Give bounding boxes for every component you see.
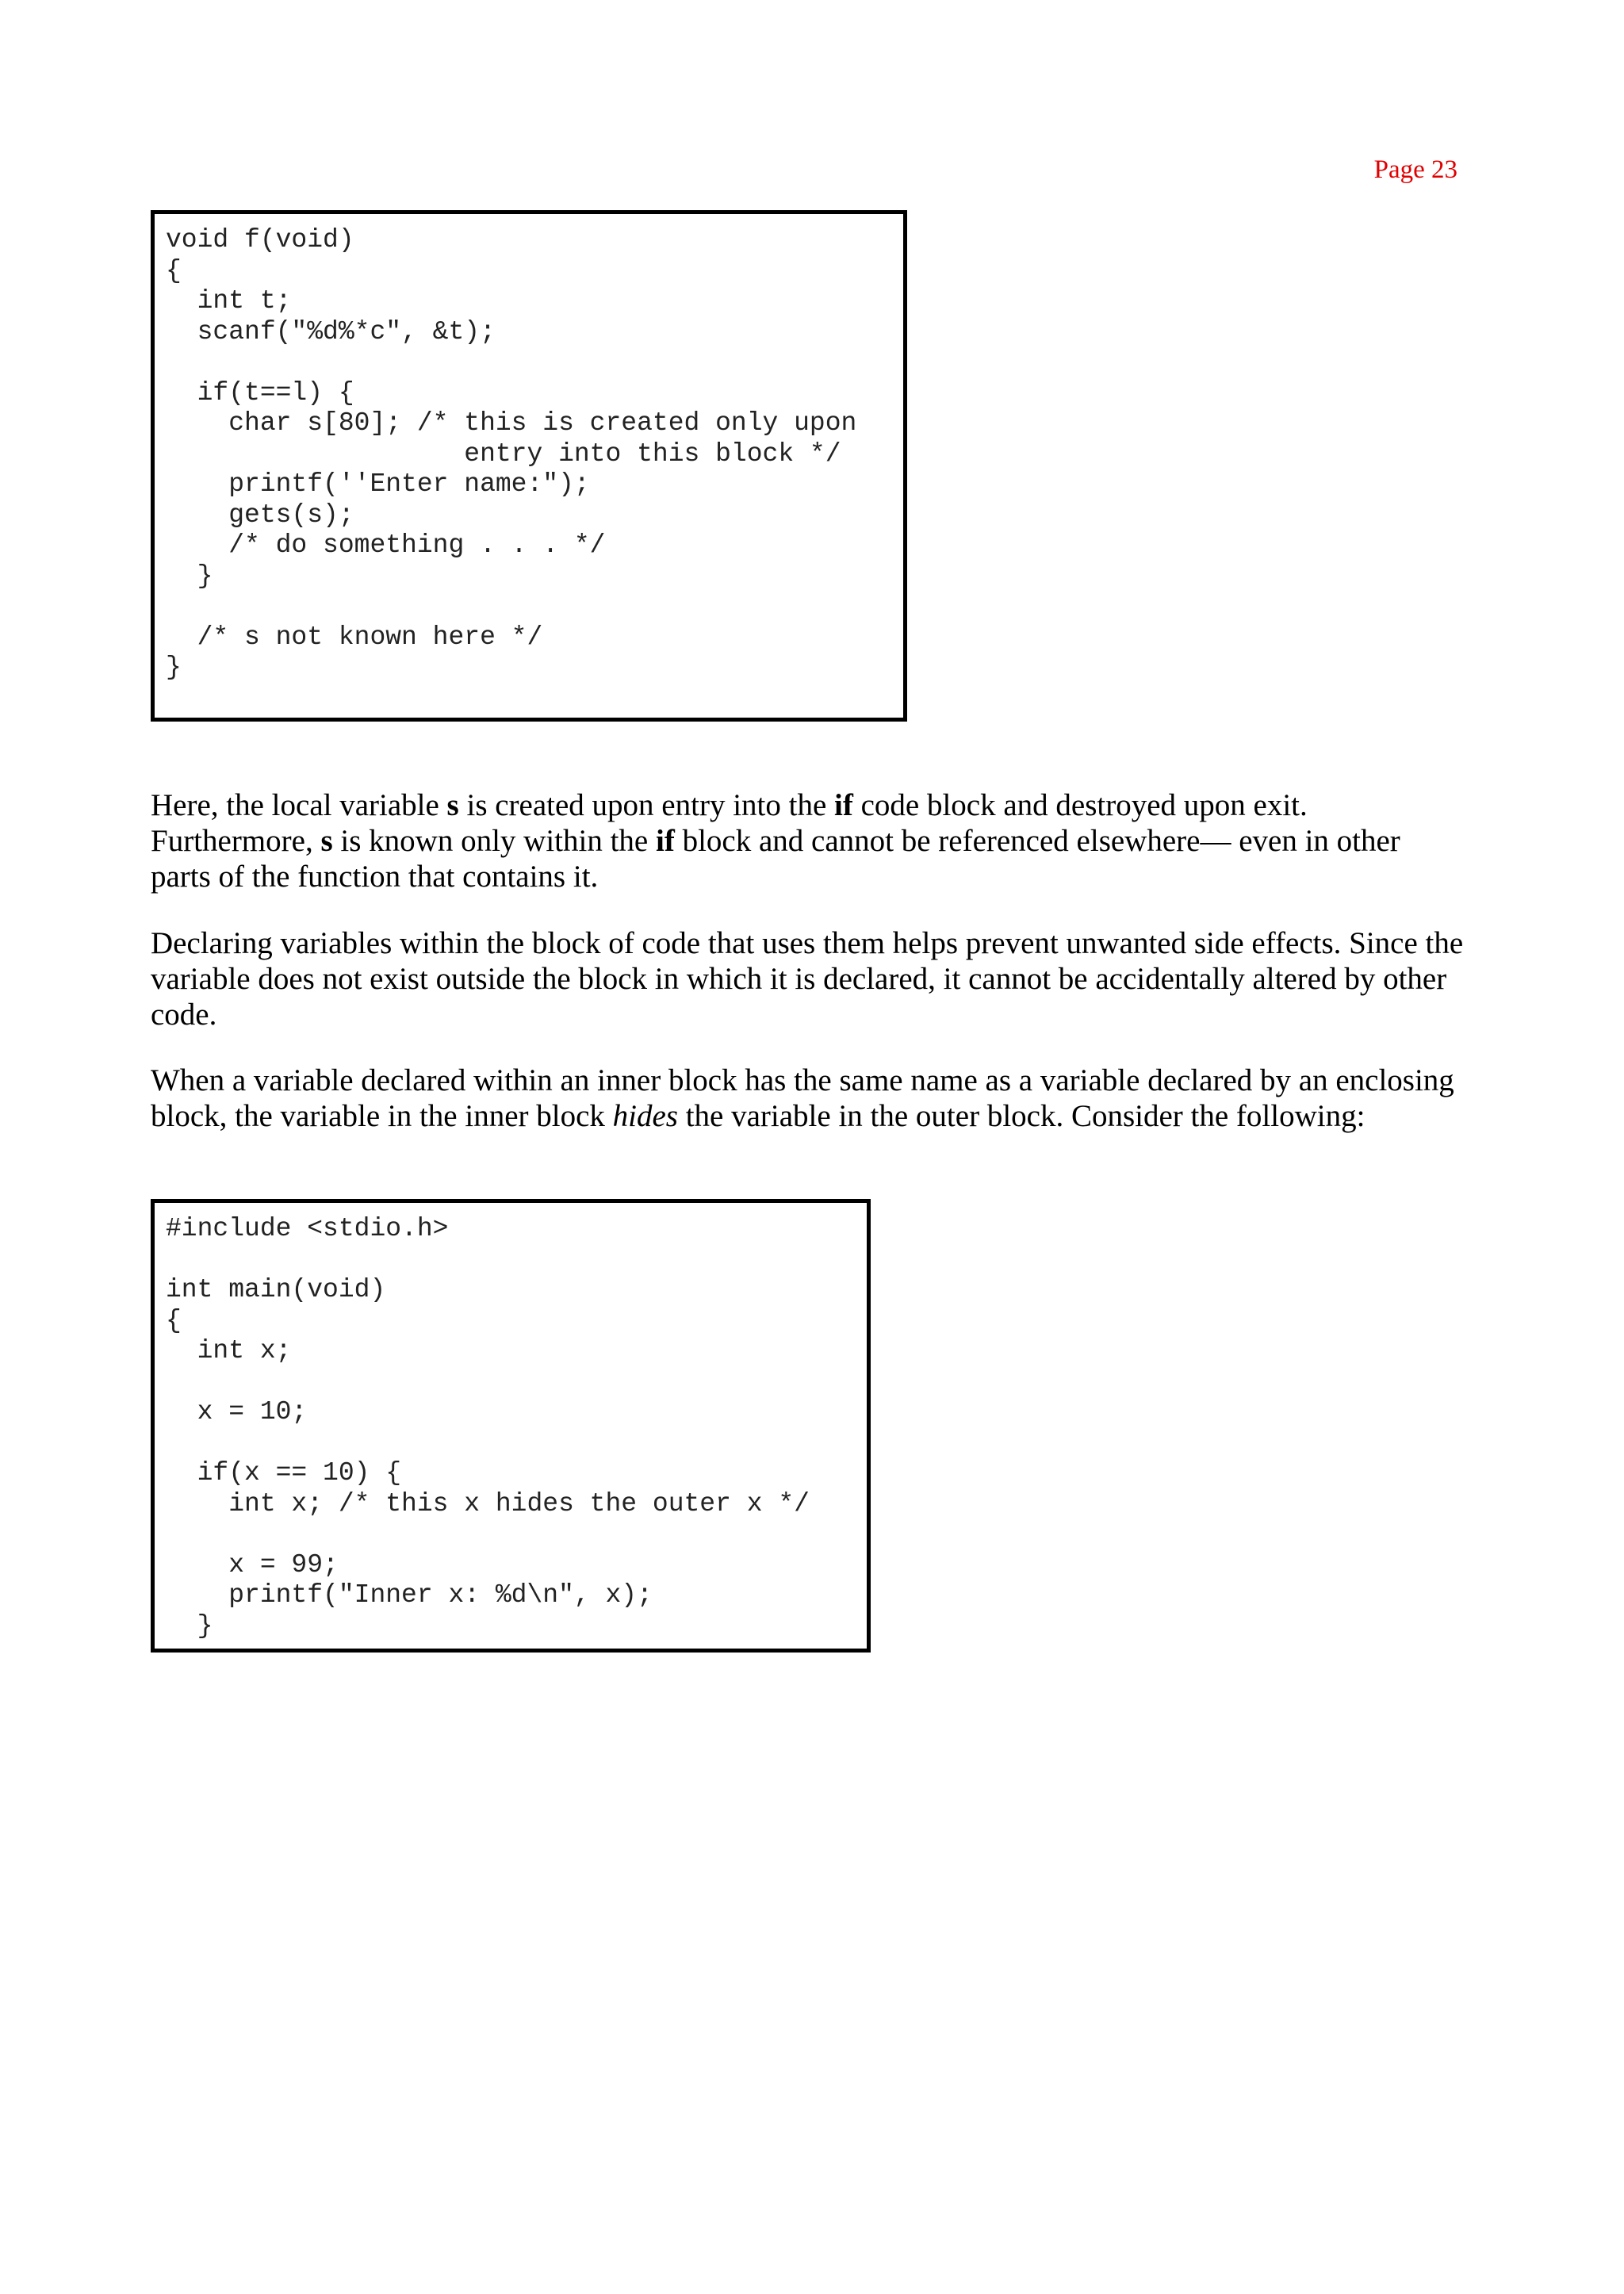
code-line: entry into this block */ — [166, 439, 841, 469]
code-line: if(t==l) { — [166, 377, 354, 408]
code-line — [166, 1428, 859, 1459]
code-line: x = 10; — [166, 1397, 308, 1427]
code-line: printf(''Enter name:"); — [166, 469, 590, 499]
code-line: } — [166, 1610, 213, 1641]
code-line: #include <stdio.h> — [166, 1214, 449, 1243]
page-number: Page 23 — [1373, 155, 1457, 184]
code-line: } — [166, 653, 182, 682]
text-run: block and cannot be referenced elsewhere— even in other parts of the function that contains it. — [151, 824, 1400, 894]
bold-term: s — [446, 788, 459, 822]
code-line: scanf("%d%*c", &t); — [166, 316, 496, 347]
code-line: gets(s); — [166, 500, 354, 530]
text-run: code block and destroyed upon exit. Furthermore, — [151, 788, 1308, 858]
text-run: When a variable declared within an inner block has the same name as a variable declared by an enclosing block, the variable in the inner block — [151, 1063, 1454, 1133]
code-line: printf("Inner x: %d\n", x); — [166, 1580, 653, 1610]
code-line: /* s not known here */ — [166, 622, 543, 652]
text-run: the variable in the outer block. Consider the following: — [677, 1099, 1365, 1133]
code-line: { — [166, 255, 182, 285]
code-line: } — [166, 561, 213, 591]
code-line: int t; — [166, 286, 292, 316]
paragraph-local-variable — [151, 787, 1467, 894]
paragraph-side-effects: Declaring variables within the block of code that uses them helps prevent unwanted side effects. Since the variable does not exist outside the block in which it is declared, it cannot be accidentally altered by other code. — [151, 926, 1464, 1032]
code-line: /* do something . . . */ — [166, 530, 606, 560]
code-line: { — [166, 1305, 182, 1335]
code-line: int main(void) — [166, 1275, 386, 1304]
code-line — [166, 1367, 859, 1398]
code-line: int x; /* this x hides the outer x */ — [166, 1488, 810, 1518]
bold-term: if — [834, 788, 853, 822]
code-line — [166, 347, 895, 378]
text-run: is created upon entry into the — [458, 788, 835, 822]
italic-term: hides — [612, 1099, 678, 1133]
paragraph-hiding — [151, 1063, 1467, 1134]
text-run: is known only within the — [332, 824, 656, 858]
bold-term: s — [320, 824, 333, 858]
code-line — [166, 1245, 859, 1276]
code-line — [166, 1519, 859, 1550]
code-line: char s[80]; /* this is created only upon — [166, 408, 857, 438]
code-line — [166, 592, 895, 622]
code-line: void f(void) — [166, 225, 354, 255]
code-block-scope-example — [151, 210, 907, 722]
code-block-hiding-example — [151, 1199, 871, 1653]
text-run: Here, the local variable — [151, 788, 447, 822]
code-line: if(x == 10) { — [166, 1458, 402, 1488]
bold-term: if — [655, 824, 675, 858]
code-line: x = 99; — [166, 1549, 339, 1580]
code-line: int x; — [166, 1336, 292, 1365]
